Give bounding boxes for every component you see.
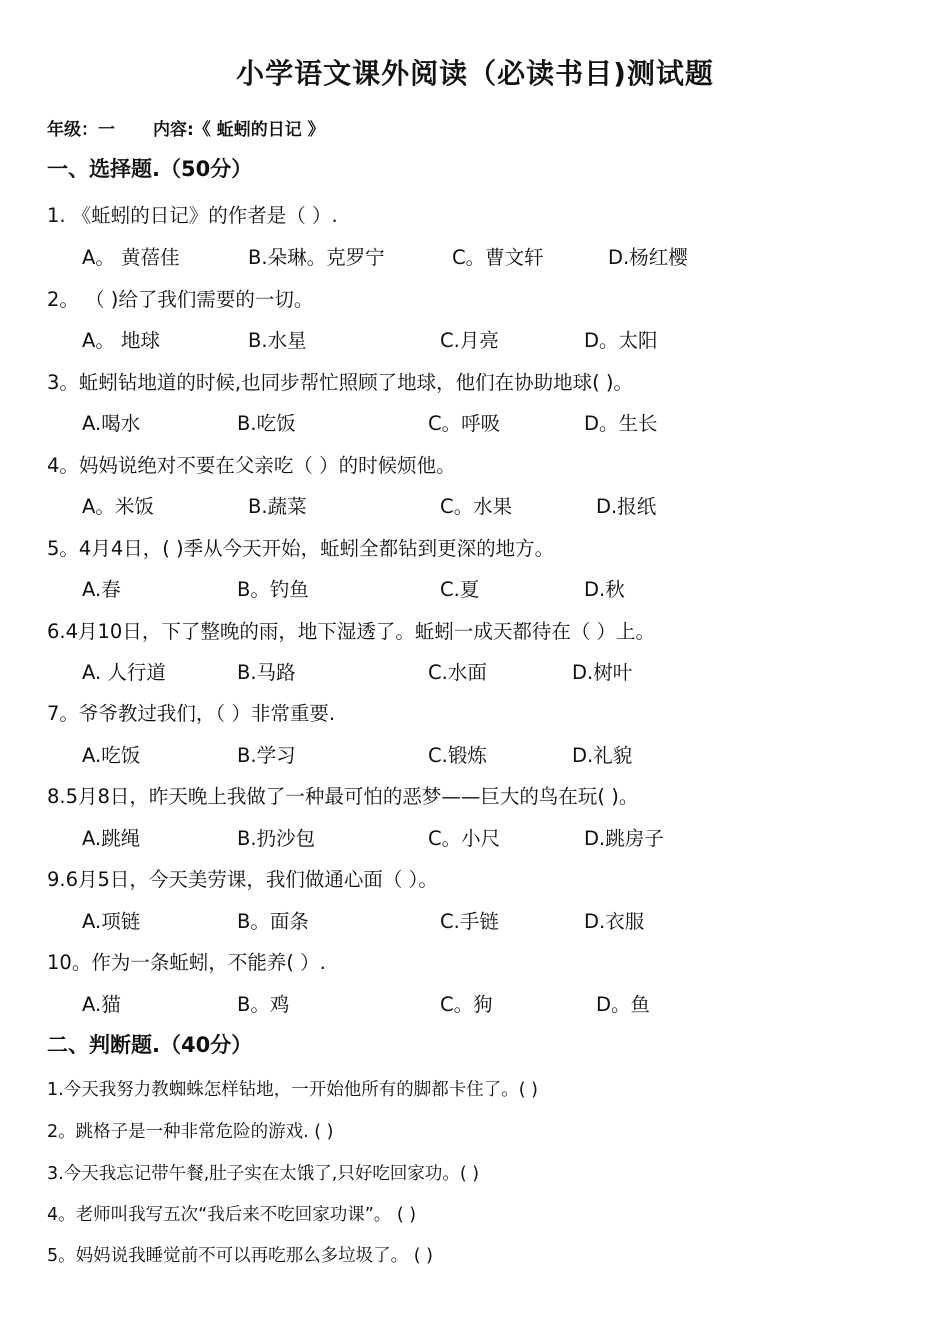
option-9c: C.手链 [440,910,499,933]
page-title: 小学语文课外阅读（必读书目)测试题 [236,57,714,90]
content-label: 内容:《 蚯蚓的日记 》 [153,120,325,140]
option-4d: D.报纸 [596,495,657,518]
option-7a: A.吃饭 [82,744,141,767]
option-8a: A.跳绳 [82,827,141,850]
option-10c: C。狗 [440,993,493,1016]
option-1a: A。 黄蓓佳 [82,246,180,269]
option-5b: B。钓鱼 [237,578,309,601]
option-10d: D。鱼 [596,993,651,1016]
question-7: 7。爷爷教过我们，（ ）非常重要. [47,702,336,725]
judge-item-3: 3.今天我忘记带午餐,肚子实在太饿了,只好吃回家功。( ) [47,1164,480,1184]
judge-item-2: 2。跳格子是一种非常危险的游戏. ( ) [47,1122,334,1142]
option-3c: C。呼吸 [428,412,501,435]
option-6b: B.马路 [237,661,296,684]
question-10: 10。作为一条蚯蚓，不能养( ）. [47,951,326,974]
option-10a: A.猫 [82,993,121,1016]
option-6d: D.树叶 [572,661,633,684]
option-1d: D.杨红樱 [608,246,688,269]
option-6c: C.水面 [428,661,487,684]
grade-label: 年级：一 [47,120,115,140]
question-1: 1. 《蚯蚓的日记》的作者是（ ）. [47,204,338,227]
option-7b: B.学习 [237,744,296,767]
question-3: 3。蚯蚓钻地道的时候,也同步帮忙照顾了地球，他们在协助地球( )。 [47,371,634,394]
question-5: 5。4月4日，( )季从今天开始，蚯蚓全都钻到更深的地方。 [47,537,555,560]
option-7c: C.锻炼 [428,744,487,767]
option-2c: C.月亮 [440,329,499,352]
option-10b: B。鸡 [237,993,290,1016]
option-9d: D.衣服 [584,910,645,933]
option-2a: A。 地球 [82,329,161,352]
option-5a: A.春 [82,578,121,601]
option-9b: B。面条 [237,910,309,933]
section-heading-choice: 一、选择题.（50分） [47,157,253,181]
option-2d: D。太阳 [584,329,658,352]
judge-item-5: 5。妈妈说我睡觉前不可以再吃那么多垃圾了。 ( ) [47,1246,433,1266]
section-heading-judge: 二、判断题.（40分） [47,1033,253,1057]
option-3d: D。生长 [584,412,658,435]
question-8: 8.5月8日，昨天晚上我做了一种最可怕的恶梦——巨大的鸟在玩( )。 [47,785,639,808]
question-4: 4。妈妈说绝对不要在父亲吃（ ）的时候烦他。 [47,454,456,477]
option-3b: B.吃饭 [237,412,296,435]
option-8c: C。小尺 [428,827,501,850]
option-5d: D.秋 [584,578,625,601]
option-8d: D.跳房子 [584,827,664,850]
question-2: 2。 （ )给了我们需要的一切。 [47,288,314,311]
option-8b: B.扔沙包 [237,827,316,850]
meta-line [47,115,325,140]
option-4a: A。米饭 [82,495,154,518]
option-9a: A.项链 [82,910,141,933]
judge-item-1: 1.今天我努力教蜘蛛怎样钻地，一开始他所有的脚都卡住了。( ) [47,1080,538,1100]
option-5c: C.夏 [440,578,480,601]
option-7d: D.礼貌 [572,744,633,767]
option-1c: C。曹文轩 [452,246,544,269]
option-4b: B.蔬菜 [248,495,307,518]
option-3a: A.喝水 [82,412,141,435]
option-6a: A. 人行道 [82,661,166,684]
option-1b: B.朵琳。克罗宁 [248,246,385,269]
question-6: 6.4月10日，下了整晚的雨，地下湿透了。蚯蚓一成天都待在（ ）上。 [47,620,656,643]
option-2b: B.水星 [248,329,307,352]
judge-item-4: 4。老师叫我写五次“我后来不吃回家功课”。 ( ) [47,1205,417,1225]
question-9: 9.6月5日，今天美劳课，我们做通心面（ ）。 [47,868,438,891]
option-4c: C。水果 [440,495,513,518]
